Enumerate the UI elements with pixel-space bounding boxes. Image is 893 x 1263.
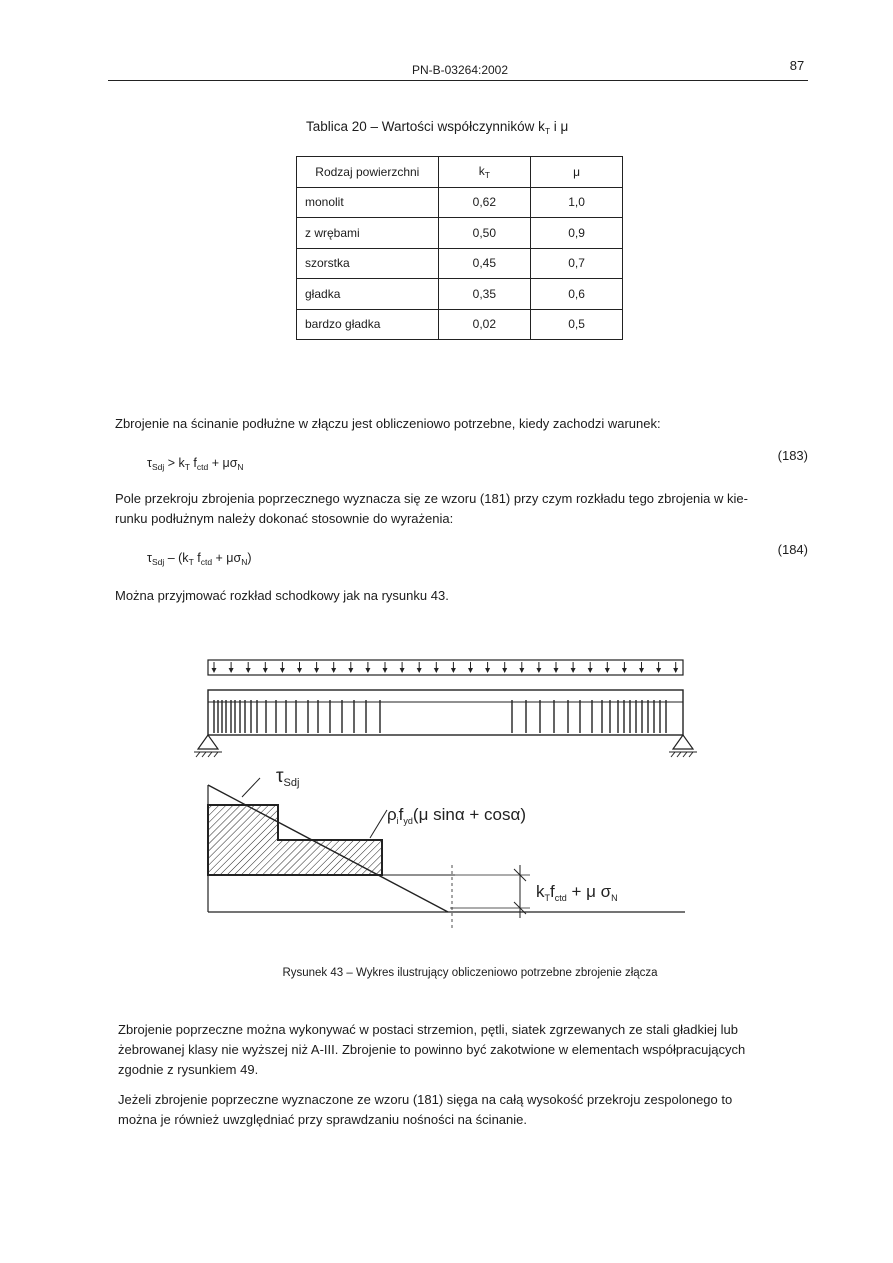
table-row — [297, 248, 623, 279]
load-strip — [208, 660, 683, 675]
col-header-surface: Rodzaj powierzchni — [297, 157, 439, 188]
f184-kt-sub: T — [188, 557, 194, 567]
formula-184 — [147, 551, 252, 567]
label-rho: $\rho_if_{yd}(\mu$ sinα + cosα) — [387, 805, 526, 826]
f184-f-sub: ctd — [200, 557, 213, 567]
paragraph-full-height — [118, 1090, 838, 1130]
rho-leader — [370, 810, 387, 838]
load-arrow-head — [451, 668, 456, 673]
table-title — [306, 119, 568, 136]
paragraph-stirrups — [118, 1020, 838, 1080]
load-arrow-head — [229, 668, 234, 673]
f183-gt: > k — [164, 456, 185, 470]
equation-number-184: (184) — [777, 542, 808, 557]
figure-43 — [190, 650, 710, 950]
cell-surface: szorstka — [297, 248, 439, 279]
paragraph-stepped: Można przyjmować rozkład schodkowy jak na rysunku 43. — [115, 588, 449, 603]
equation-number-183: (183) — [777, 448, 808, 463]
col-header-kt-sub: T — [484, 169, 490, 180]
table-title-sub: T — [544, 126, 551, 136]
header-rule — [108, 80, 808, 81]
cell-surface: bardzo gładka — [297, 309, 439, 340]
load-arrow-head — [246, 668, 251, 673]
tau-leader — [242, 778, 260, 797]
cell-kt: 0,45 — [438, 248, 530, 279]
left-support — [194, 735, 222, 757]
load-arrow-head — [639, 668, 644, 673]
table-header-row — [297, 157, 623, 188]
f184-minus: – (k — [164, 551, 189, 565]
cell-surface: z wrębami — [297, 218, 439, 249]
f183-f-sub: ctd — [196, 462, 209, 472]
f184-tau: τ — [147, 551, 152, 565]
coefficients-table — [296, 156, 623, 340]
paragraph-line: żebrowanej klasy nie wyższej niż A-III. Zbrojenie to powinno być zakotwione w elementach współpracujących — [118, 1042, 746, 1057]
load-arrow-head — [280, 668, 285, 673]
table-row — [297, 279, 623, 310]
cell-mu: 0,9 — [531, 218, 623, 249]
load-arrow-head — [365, 668, 370, 673]
paragraph-line: można je również uwzględniać przy sprawdzaniu nośności na ścinanie. — [118, 1112, 527, 1127]
load-arrow-head — [673, 668, 678, 673]
cell-kt: 0,50 — [438, 218, 530, 249]
page-number: 87 — [789, 58, 805, 73]
load-arrow-head — [468, 668, 473, 673]
table-row — [297, 187, 623, 218]
load-arrow-head — [485, 668, 490, 673]
load-arrow-head — [434, 668, 439, 673]
right-support — [669, 735, 697, 757]
col-header-kt — [438, 157, 530, 188]
f184-tau-sub: Sdj — [151, 557, 165, 567]
f183-f: f — [189, 456, 197, 470]
figure-caption: Rysunek 43 – Wykres ilustrujący obliczeniowo potrzebne zbrojenie złącza — [282, 967, 658, 979]
load-arrow-head — [605, 668, 610, 673]
f184-sigma-sub: N — [241, 557, 248, 567]
label-kt-fctd: $k_Tf_{ctd} + \mu$ $\sigma_N$ — [536, 882, 618, 903]
load-arrow-head — [502, 668, 507, 673]
f183-tau-sub: Sdj — [151, 462, 165, 472]
load-arrow-head — [417, 668, 422, 673]
load-arrow-head — [588, 668, 593, 673]
load-arrow-head — [212, 668, 217, 673]
paragraph-line: Jeżeli zbrojenie poprzeczne wyznaczone ze wzoru (181) sięga na całą wysokość przekroju zespolonego to — [118, 1092, 733, 1107]
cell-mu: 0,7 — [531, 248, 623, 279]
load-arrow-head — [536, 668, 541, 673]
load-arrow-head — [571, 668, 576, 673]
col-header-kt-text: k — [478, 163, 485, 178]
col-header-mu: μ — [531, 157, 623, 188]
paragraph-line: Pole przekroju zbrojenia poprzecznego wyznacza się ze wzoru (181) przy czym rozkładu tego zbrojenia w kie- — [115, 491, 748, 506]
cell-surface: monolit — [297, 187, 439, 218]
load-arrow-head — [314, 668, 319, 673]
cell-kt: 0,02 — [438, 309, 530, 340]
load-arrow-head — [331, 668, 336, 673]
load-arrow-head — [656, 668, 661, 673]
cell-kt: 0,62 — [438, 187, 530, 218]
f184-close: ) — [247, 551, 252, 565]
table-row — [297, 218, 623, 249]
paragraph-cross-section — [115, 489, 835, 529]
load-arrow-head — [383, 668, 388, 673]
beam-outline — [208, 690, 683, 735]
paragraph-line: zgodnie z rysunkiem 49. — [118, 1062, 259, 1077]
cell-surface: gładka — [297, 279, 439, 310]
load-arrow-head — [554, 668, 559, 673]
paragraph-condition: Zbrojenie na ścinanie podłużne w złączu jest obliczeniowo potrzebne, kiedy zachodzi warunek: — [115, 416, 661, 431]
document-id: PN-B-03264:2002 — [411, 63, 509, 77]
stepped-reinforcement — [208, 805, 382, 875]
cell-mu: 0,5 — [531, 309, 623, 340]
cell-mu: 0,6 — [531, 279, 623, 310]
formula-183 — [147, 456, 244, 472]
table-title-text: Tablica 20 – Wartości współczynników k — [306, 119, 545, 134]
f183-sigma-sub: N — [237, 462, 244, 472]
load-arrow-head — [622, 668, 627, 673]
load-arrow-head — [297, 668, 302, 673]
table-row — [297, 309, 623, 340]
f183-kt-sub: T — [184, 462, 190, 472]
load-arrow-head — [263, 668, 268, 673]
cell-kt: 0,35 — [438, 279, 530, 310]
load-arrow-head — [348, 668, 353, 673]
cell-mu: 1,0 — [531, 187, 623, 218]
f183-plus: + μσ — [208, 456, 238, 470]
load-arrow-head — [519, 668, 524, 673]
load-arrows — [212, 662, 679, 673]
f183-tau: τ — [147, 456, 152, 470]
paragraph-line: Zbrojenie poprzeczne można wykonywać w postaci strzemion, pętli, siatek zgrzewanych ze stali gładkiej lub — [118, 1022, 738, 1037]
table-title-tail: i μ — [550, 119, 569, 134]
paragraph-line: runku podłużnym należy dokonać stosownie do wyrażenia: — [115, 511, 454, 526]
f184-plus: + μσ — [212, 551, 242, 565]
stirrups — [214, 700, 666, 733]
label-tau-sdj: $\tau_{Sdj}$ — [276, 766, 300, 789]
f184-f: f — [193, 551, 201, 565]
load-arrow-head — [400, 668, 405, 673]
